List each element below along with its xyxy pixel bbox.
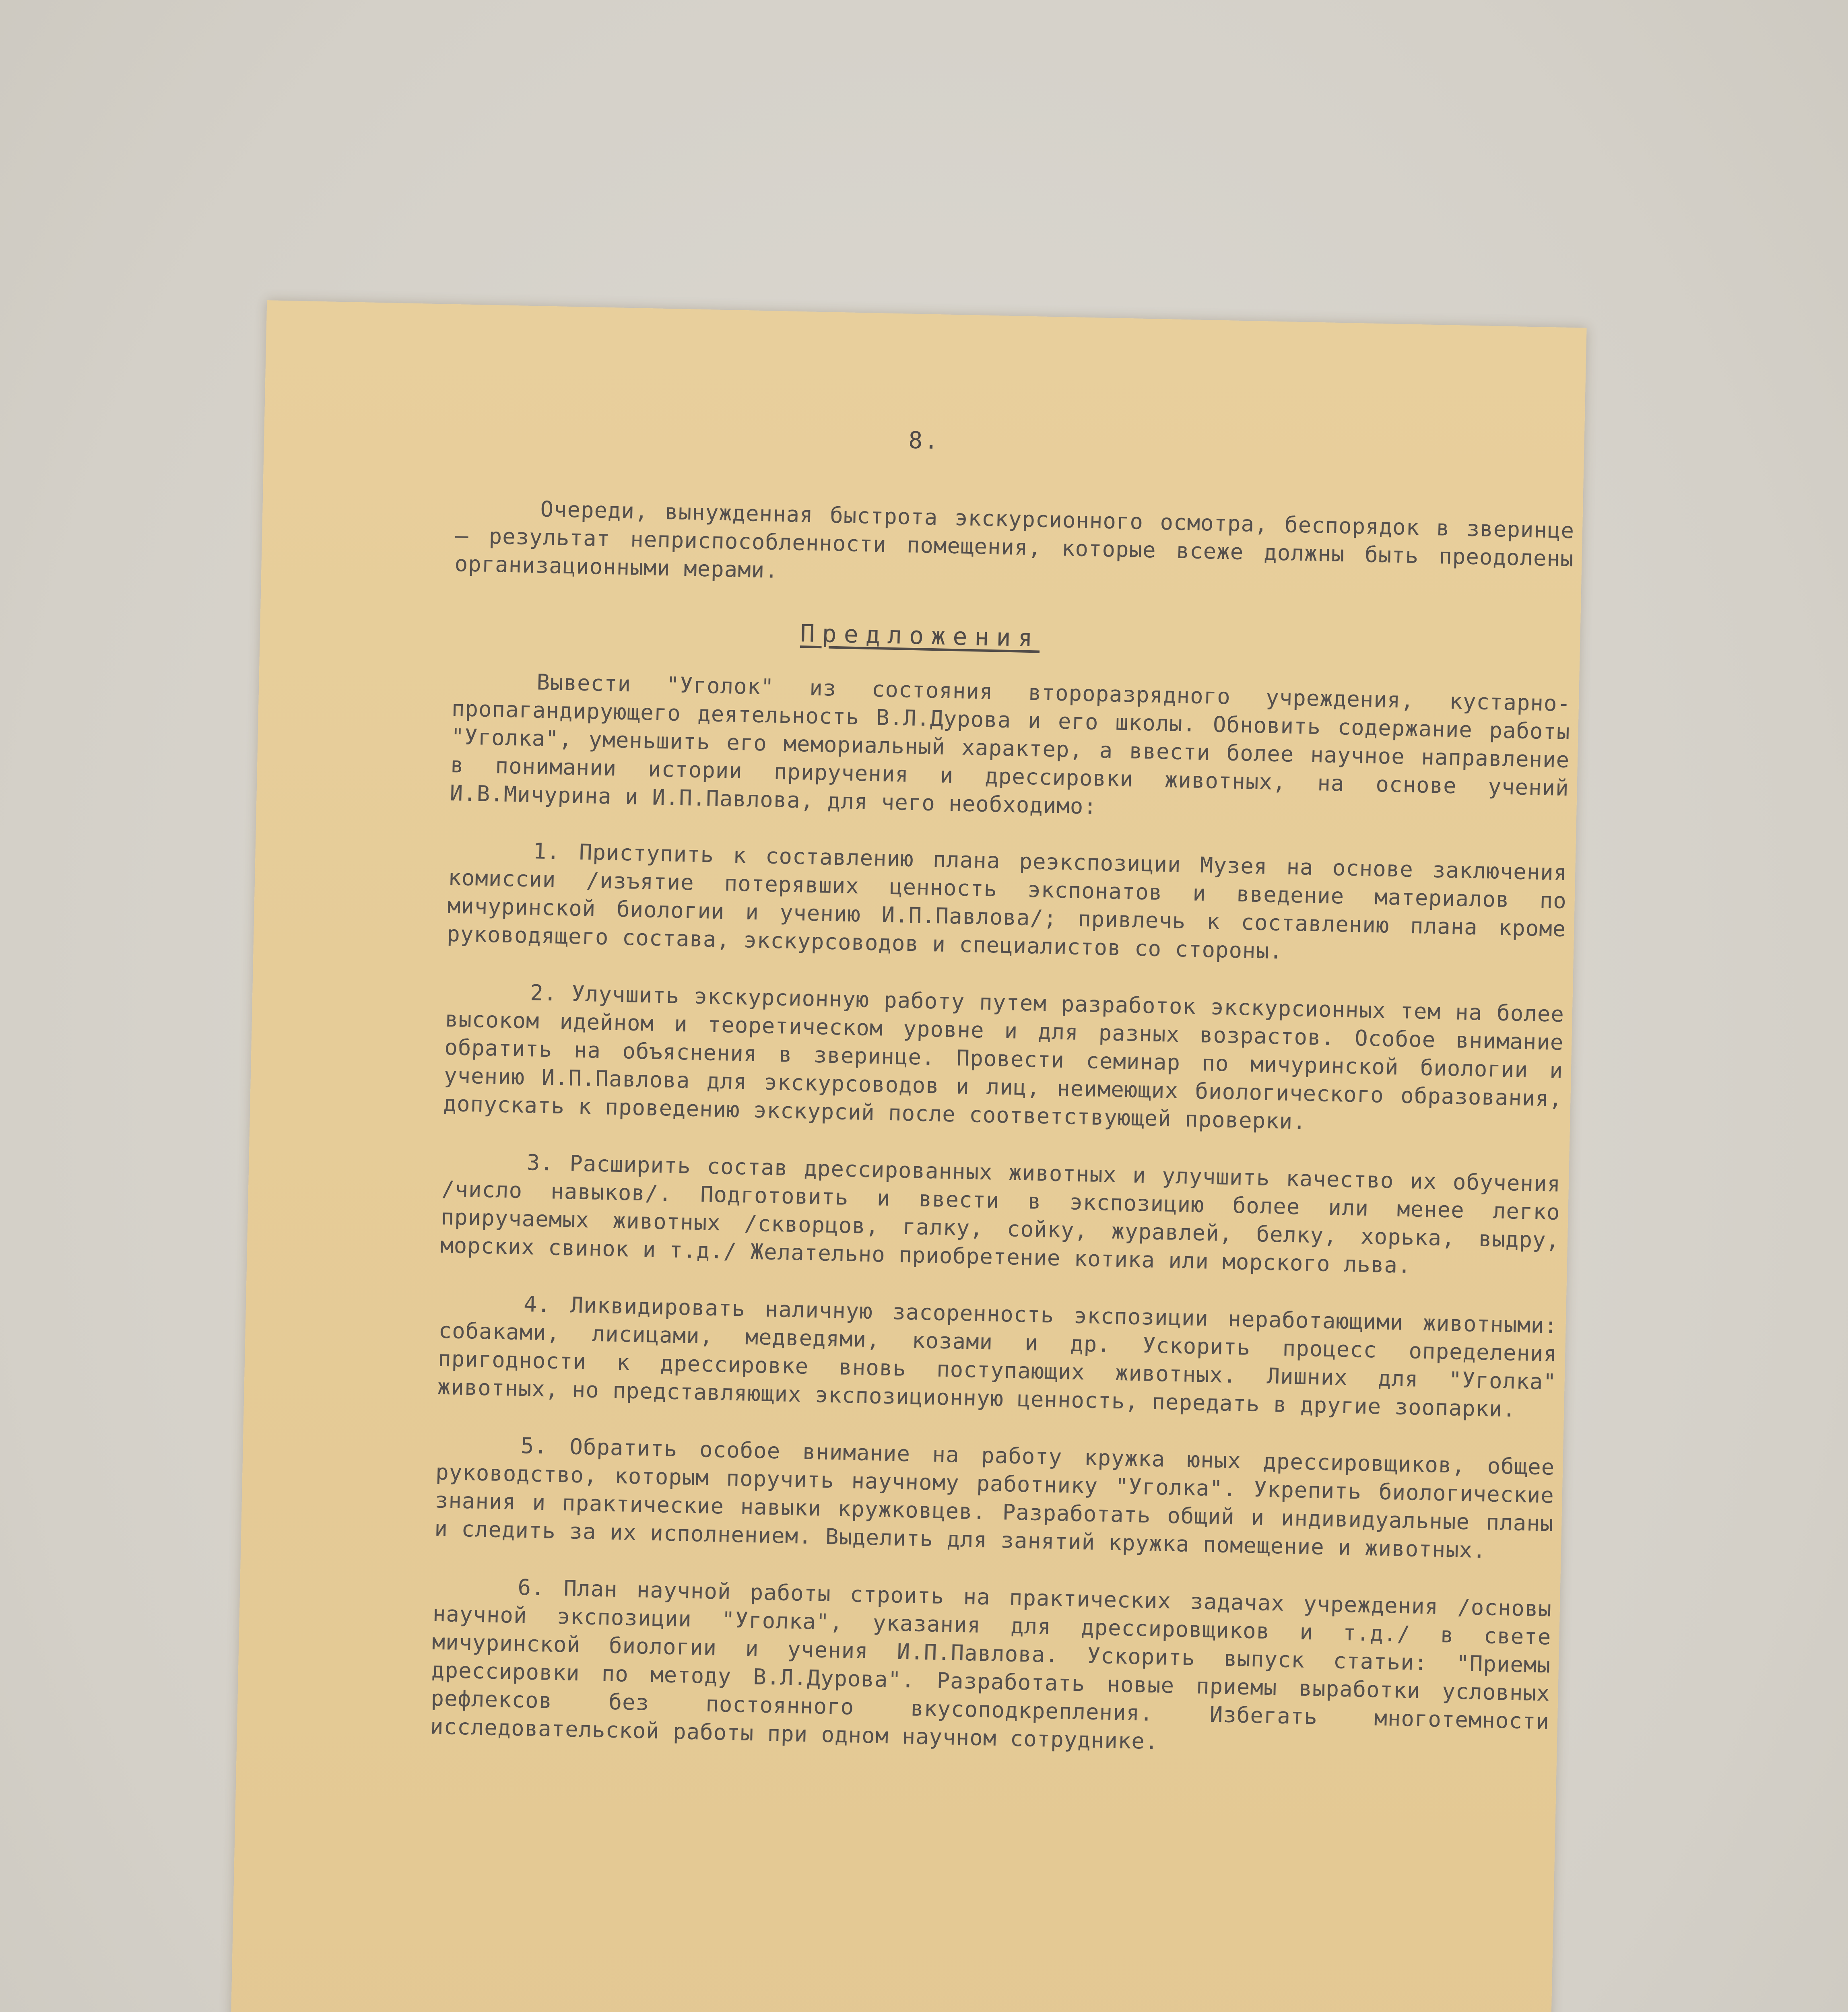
section-heading: Предложения	[800, 619, 1040, 653]
proposal-item-2: 2. Улучшить экскурсионную работу путем разработок экскурсионных тем на более высоком идейном и теоретическом уровне и для разных возрастов. Особое внимание обратить на объяснения в зверинце. Провести семинар по мичуринской биологии и учению И.П.Павлова для экскурсоводов и лиц, неимеющих биологического образования, допускать к проведению экскурсий после соответствующей проверки.	[443, 980, 1565, 1134]
proposal-item-1: 1. Приступить к составлению плана реэкспозиции Музея на основе заключения комиссии /изъятие потерявших ценность экспонатов и введение материалов по мичуринской биологии и учению И.П.Павлова/; привлечь к составлению плана кроме руководящего состава, экскурсоводов и специалистов со стороны.	[446, 838, 1568, 964]
proposal-item-6: 6. План научной работы строить на практических задачах учреждения /основы научной экспозиции "Уголка", указания для дрессировщиков и т.д./ в свете мичуринской биологии и учения И.П.Павлова. Ускорить выпуск статьи: "Приемы дрессировки по методу В.Л.Дурова". Разработать новые приемы выработки условных рефлексов без постоянного вкусоподкрепления. Избегать многотемности исследовательской работы при одном научном сотруднике.	[430, 1574, 1552, 1754]
proposal-item-3: 3. Расширить состав дрессированных животных и улучшить качество их обучения /число навыков/. Подготовить и ввести в экспозицию более или менее легко приручаемых животных /скворцов, галку, сойку, журавлей, белку, хорька, выдру, морских свинок и т.д./ Желательно приобретение котика или морского льва.	[440, 1150, 1561, 1278]
proposal-item-4: 4. Ликвидировать наличную засоренность экспозиции неработающими животными: собаками, лисицами, медведями, козами и др. Ускорить процесс определения пригодности к дрессировке вновь поступающих животных. Лишних для "Уголка" животных, но представляющих экспозиционную ценность, передать в другие зоопарки.	[437, 1291, 1558, 1422]
document-page	[228, 300, 1586, 2012]
page-number-top: 8.	[908, 426, 941, 455]
intro-paragraph: Вывести "Уголок" из состояния второразрядного учреждения, кустарно-пропагандирующего деятельность В.Л.Дурова и его школы. Обновить содержание работы "Уголка", уменьшить его мемориальный характер, а ввести более научное направление в понимании истории приручения и дрессировки животных, на основе учений И.В.Мичурина и И.П.Павлова, для чего необходимо:	[450, 669, 1571, 819]
proposal-list	[429, 835, 1568, 1793]
proposal-item-5: 5. Обратить особое внимание на работу кружка юных дрессировщиков, общее руководство, которым поручить научному работнику "Уголка". Укрепить биологические знания и практические навыки кружковцев. Разработать общий и индивидуальные планы и следить за их исполнением. Выделить для занятий кружка помещение и животных.	[434, 1433, 1555, 1563]
opening-paragraph: Очереди, вынужденная быстрота экскурсионного осмотра, беспорядок в зверинце – результат неприспособленности помещения, которые всеже должны быть преодолены организационными мерами.	[454, 496, 1575, 583]
